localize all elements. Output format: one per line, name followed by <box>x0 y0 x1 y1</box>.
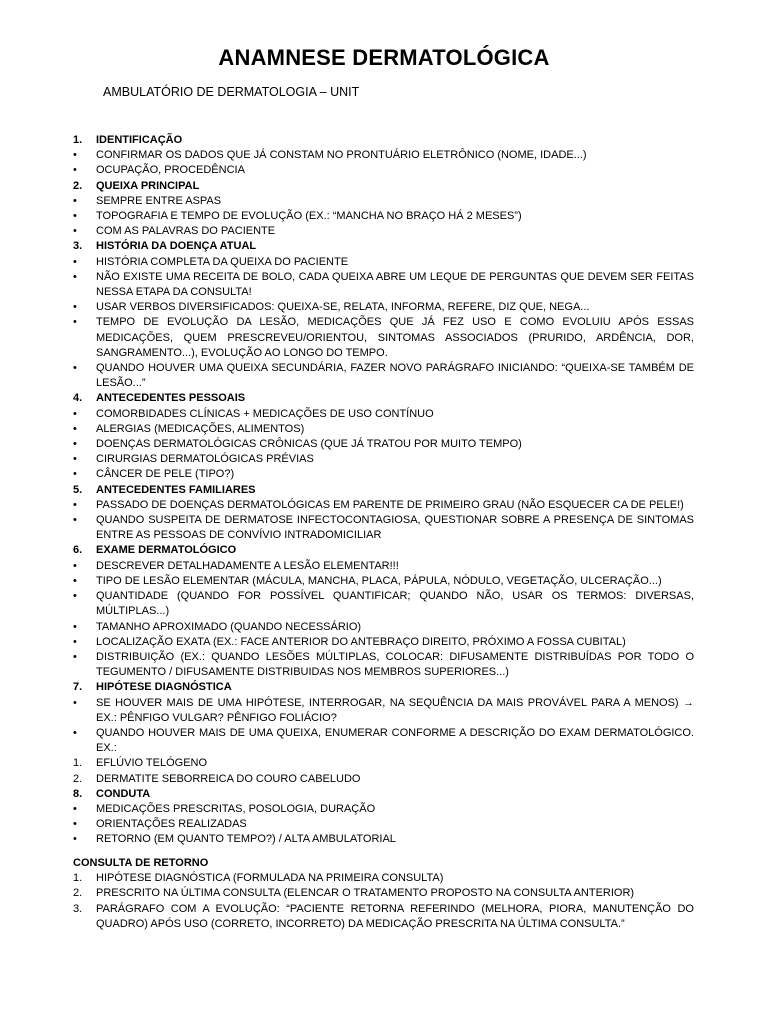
section-heading-row <box>73 179 694 194</box>
list-item <box>73 635 694 650</box>
list-item <box>73 832 694 847</box>
document-title: ANAMNESE DERMATOLÓGICA <box>218 45 550 70</box>
return-consult-title: CONSULTA DE RETORNO <box>73 857 209 869</box>
list-item <box>73 209 694 224</box>
list-item-text: ORIENTAÇÕES REALIZADAS <box>96 818 247 831</box>
list-item <box>73 270 694 300</box>
list-item-text: ALERGIAS (MEDICAÇÕES, ALIMENTOS) <box>96 422 305 435</box>
list-marker: • <box>73 149 77 162</box>
list-marker: 1. <box>73 872 83 885</box>
section-number: 3. <box>73 240 83 253</box>
list-item-text: NÃO EXISTE UMA RECEITA DE BOLO, CADA QUEIXA ABRE UM LEQUE DE PERGUNTAS QUE DEVEM SER FEITAS NESSA ETAPA DA CONSULTA! <box>96 270 694 299</box>
list-item-text: SE HOUVER MAIS DE UMA HIPÓTESE, INTERROGAR, NA SEQUÊNCIA DA MAIS PROVÁVEL PARA A MENOS) → EX.: PÊNFIGO VULGAR? PÊNFIGO FOLIÁCIO? <box>96 696 694 724</box>
section-heading-row <box>73 680 694 695</box>
list-item <box>73 620 694 635</box>
section-heading: EXAME DERMATOLÓGICO <box>96 544 237 557</box>
list-item-text: LOCALIZAÇÃO EXATA (EX.: FACE ANTERIOR DO ANTEBRAÇO DIREITO, PRÓXIMO A FOSSA CUBITAL) <box>96 635 626 648</box>
list-marker: • <box>73 650 77 663</box>
list-item-text: TOPOGRAFIA E TEMPO DE EVOLUÇÃO (EX.: “MANCHA NO BRAÇO HÁ 2 MESES”) <box>96 210 522 223</box>
list-item <box>73 255 694 270</box>
list-marker: • <box>73 468 77 481</box>
list-item <box>73 589 694 619</box>
list-marker: • <box>73 316 77 329</box>
list-item-text: DISTRIBUIÇÃO (EX.: QUANDO LESÕES MÚLTIPLAS, COLOCAR: DIFUSAMENTE DISTRIBUÍDAS POR TODO O TEGUMENTO / DIFUSAMENTE DISTRIBUIDAS NOS MEMBROS SUPERIORES...) <box>96 650 694 679</box>
list-marker: • <box>73 635 77 648</box>
list-marker: • <box>73 301 77 314</box>
list-item-text: QUANDO HOUVER MAIS DE UMA QUEIXA, ENUMERAR CONFORME A DESCRIÇÃO DO EXAM DERMATOLÓGICO. EX.: <box>96 726 694 755</box>
list-marker: • <box>73 559 77 572</box>
section-number: 2. <box>73 179 83 192</box>
section-heading: CONDUTA <box>96 787 151 800</box>
list-marker: • <box>73 514 77 527</box>
list-item <box>73 422 694 437</box>
list-item <box>73 361 694 391</box>
list-marker: • <box>73 194 77 207</box>
list-item-text: DESCREVER DETALHADAMENTE A LESÃO ELEMENTAR!!! <box>96 559 399 572</box>
list-item-text: TAMANHO APROXIMADO (QUANDO NECESSÁRIO) <box>96 620 362 633</box>
list-marker: • <box>73 498 77 511</box>
list-item-text: CÂNCER DE PELE (TIPO?) <box>96 468 235 481</box>
section-heading-row <box>73 787 694 802</box>
list-item-text: PASSADO DE DOENÇAS DERMATOLÓGICAS EM PARENTE DE PRIMEIRO GRAU (NÃO ESQUECER CA DE PELE!) <box>96 498 684 511</box>
list-marker: • <box>73 210 77 223</box>
list-item <box>73 452 694 467</box>
list-item <box>73 871 694 886</box>
list-marker: • <box>73 590 77 603</box>
list-item-text: DERMATITE SEBORREICA DO COURO CABELUDO <box>96 772 361 785</box>
list-item-text: COMORBIDADES CLÍNICAS + MEDICAÇÕES DE USO CONTÍNUO <box>96 407 434 420</box>
list-item-text: COM AS PALAVRAS DO PACIENTE <box>96 225 276 238</box>
section-heading: HISTÓRIA DA DOENÇA ATUAL <box>96 240 257 253</box>
list-item <box>73 902 694 932</box>
list-marker: 1. <box>73 757 83 770</box>
section-heading: HIPÓTESE DIAGNÓSTICA <box>96 681 232 694</box>
list-item <box>73 696 694 726</box>
list-marker: • <box>73 726 77 739</box>
list-item <box>73 726 694 756</box>
section-heading: ANTECEDENTES PESSOAIS <box>96 392 246 405</box>
list-marker: • <box>73 362 77 375</box>
section-heading-row <box>73 543 694 558</box>
section-heading-row <box>73 239 694 254</box>
document-subtitle: AMBULATÓRIO DE DERMATOLOGIA – UNIT <box>103 85 360 99</box>
list-marker: • <box>73 422 77 435</box>
list-marker: • <box>73 453 77 466</box>
list-marker: • <box>73 225 77 238</box>
return-consult-section <box>73 856 694 932</box>
list-item <box>73 498 694 513</box>
list-item <box>73 300 694 315</box>
list-item-text: CONFIRMAR OS DADOS QUE JÁ CONSTAM NO PRONTUÁRIO ELETRÔNICO (NOME, IDADE...) <box>96 149 587 162</box>
section-heading-row <box>73 391 694 406</box>
list-item <box>73 513 694 543</box>
list-item <box>73 802 694 817</box>
section-heading-row <box>73 483 694 498</box>
list-item-text: RETORNO (EM QUANTO TEMPO?) / ALTA AMBULATORIAL <box>96 833 396 846</box>
list-item-text: CIRURGIAS DERMATOLÓGICAS PRÉVIAS <box>96 453 314 466</box>
list-marker: • <box>73 833 77 846</box>
list-item-text: USAR VERBOS DIVERSIFICADOS: QUEIXA-SE, RELATA, INFORMA, REFERE, DIZ QUE, NEGA... <box>96 301 590 314</box>
list-marker: • <box>73 164 77 177</box>
list-marker: • <box>73 438 77 451</box>
list-marker: • <box>73 255 77 268</box>
list-item-text: EFLÚVIO TELÓGENO <box>96 757 208 770</box>
return-consult-list <box>73 871 694 932</box>
list-item <box>73 467 694 482</box>
list-marker: • <box>73 696 77 709</box>
section-heading-row <box>73 133 694 148</box>
list-item <box>73 886 694 901</box>
list-item <box>73 315 694 361</box>
list-marker: • <box>73 407 77 420</box>
list-item-text: PARÁGRAFO COM A EVOLUÇÃO: “PACIENTE RETORNA REFERINDO (MELHORA, PIORA, MANUTENÇÃO DO QUADRO) APÓS USO (CORRETO, INCORRETO) DA MEDICAÇÃO PRESCRITA NA ÚLTIMA CONSULTA.” <box>96 902 694 930</box>
list-item-text: QUANDO SUSPEITA DE DERMATOSE INFECTOCONTAGIOSA, QUESTIONAR SOBRE A PRESENÇA DE SINTOMAS ENTRE AS PESSOAS DE CONVÍVIO INTRADOMICILIAR <box>96 514 694 542</box>
section-number: 1. <box>73 134 83 146</box>
list-item <box>73 148 694 163</box>
list-marker: • <box>73 574 77 587</box>
list-marker: 3. <box>73 902 83 915</box>
list-item-text: QUANTIDADE (QUANDO FOR POSSÍVEL QUANTIFICAR; QUANDO NÃO, USAR OS TERMOS: DIVERSAS, MÚLTIPLAS...) <box>96 590 694 618</box>
list-item <box>73 559 694 574</box>
list-item-text: HISTÓRIA COMPLETA DA QUEIXA DO PACIENTE <box>96 255 349 268</box>
list-item <box>73 224 694 239</box>
list-item <box>73 574 694 589</box>
list-marker: • <box>73 818 77 831</box>
list-item-text: HIPÓTESE DIAGNÓSTICA (FORMULADA NA PRIMEIRA CONSULTA) <box>96 872 444 885</box>
list-marker: • <box>73 802 77 815</box>
list-item-text: SEMPRE ENTRE ASPAS <box>96 194 222 207</box>
list-marker: 2. <box>73 887 83 900</box>
list-item-text: QUANDO HOUVER UMA QUEIXA SECUNDÁRIA, FAZER NOVO PARÁGRAFO INICIANDO: “QUEIXA-SE TAMBÉM DE LESÃO...” <box>96 362 694 390</box>
list-item <box>73 817 694 832</box>
list-item-text: TEMPO DE EVOLUÇÃO DA LESÃO, MEDICAÇÕES QUE JÁ FEZ USO E COMO EVOLUIU APÓS ESSAS MEDICAÇÕES, QUEM PRESCREVEU/ORIENTOU, SINTOMAS ASSOCIADOS (PRURIDO, ARDÊNCIA, DOR, SANGRAMENTO...), EVOLUÇÃO AO LONGO DO TEMPO. <box>96 316 694 359</box>
list-marker: 2. <box>73 772 83 785</box>
list-item <box>73 756 694 771</box>
anamnesis-outline <box>73 133 694 848</box>
section-number: 5. <box>73 483 83 496</box>
list-item <box>73 650 694 680</box>
section-heading: ANTECEDENTES FAMILIARES <box>96 483 256 496</box>
section-heading: QUEIXA PRINCIPAL <box>96 179 200 192</box>
list-item <box>73 772 694 787</box>
list-item-text: OCUPAÇÃO, PROCEDÊNCIA <box>96 164 245 177</box>
section-number: 6. <box>73 544 83 557</box>
list-item-text: MEDICAÇÕES PRESCRITAS, POSOLOGIA, DURAÇÃO <box>96 802 376 815</box>
list-item-text: DOENÇAS DERMATOLÓGICAS CRÔNICAS (QUE JÁ TRATOU POR MUITO TEMPO) <box>96 438 522 451</box>
list-item <box>73 163 694 178</box>
list-item-text: TIPO DE LESÃO ELEMENTAR (MÁCULA, MANCHA, PLACA, PÁPULA, NÓDULO, VEGETAÇÃO, ULCERAÇÃO...) <box>96 574 662 587</box>
list-item <box>73 194 694 209</box>
list-item-text: PRESCRITO NA ÚLTIMA CONSULTA (ELENCAR O TRATAMENTO PROPOSTO NA CONSULTA ANTERIOR) <box>96 887 635 900</box>
section-number: 4. <box>73 392 83 405</box>
section-heading: IDENTIFICAÇÃO <box>96 134 183 146</box>
section-number: 7. <box>73 681 83 694</box>
list-item <box>73 407 694 422</box>
list-marker: • <box>73 620 77 633</box>
list-marker: • <box>73 270 77 283</box>
section-number: 8. <box>73 787 83 800</box>
list-item <box>73 437 694 452</box>
